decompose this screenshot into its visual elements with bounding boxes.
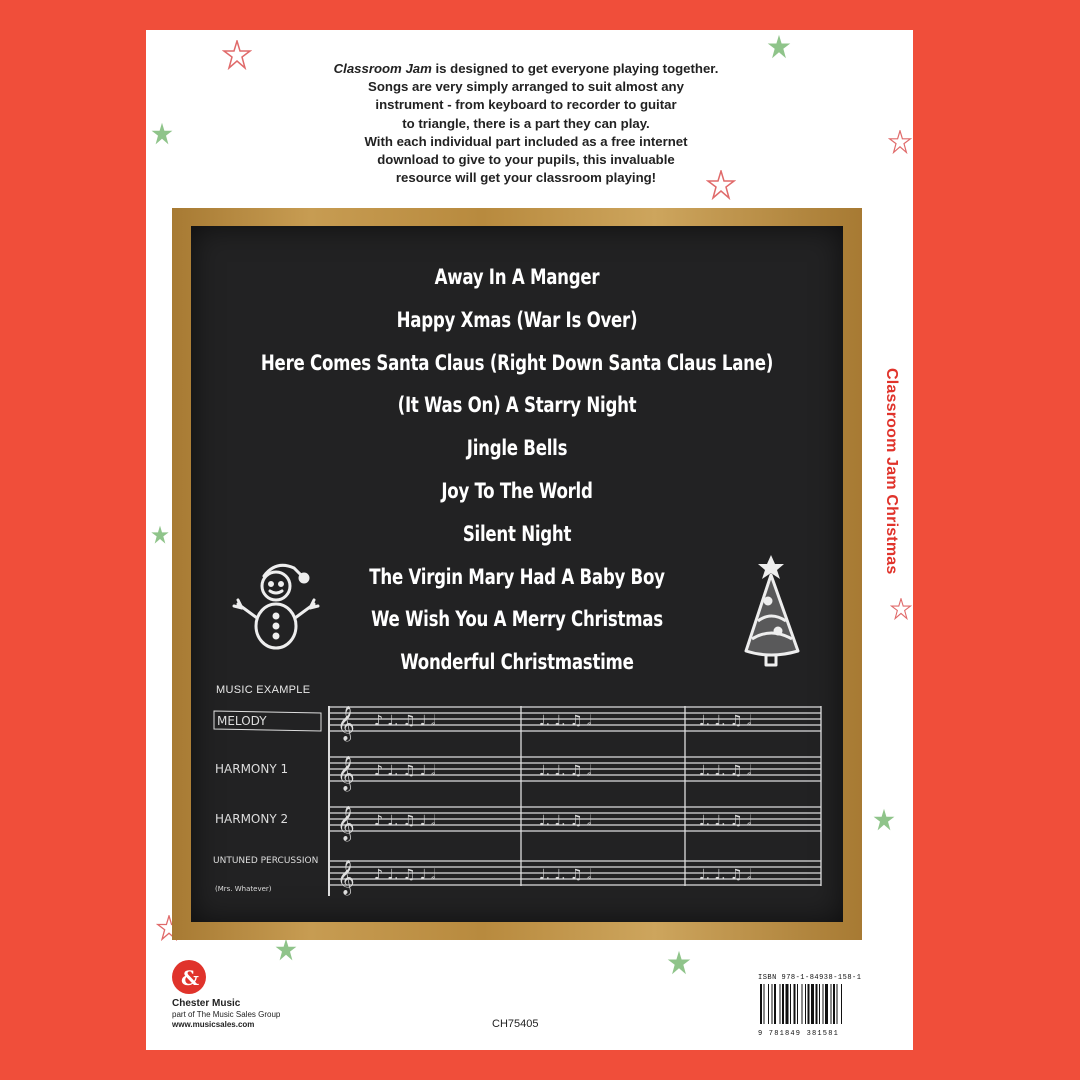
song-title: (It Was On) A Starry Night [397, 393, 637, 418]
back-cover [146, 30, 913, 1050]
song-title: The Virgin Mary Had A Baby Boy [369, 564, 665, 589]
publisher-name: Chester Music [172, 998, 241, 1009]
intro-line-1: is designed to get everyone playing together. [431, 61, 719, 76]
svg-text:♪ ♩. ♫ ♩ 𝅗𝅥: ♪ ♩. ♫ ♩ 𝅗𝅥 [374, 713, 436, 729]
part-label: MELODY [217, 714, 267, 728]
svg-text:♪ ♩. ♫ ♩ 𝅗𝅥: ♪ ♩. ♫ ♩ 𝅗𝅥 [374, 763, 436, 779]
isbn-text: ISBN 978-1-84938-158-1 [758, 974, 862, 982]
staff-harmony-2 [215, 806, 821, 842]
intro-line-2: Songs are very simply arranged to suit almost any [368, 79, 684, 95]
svg-text:♩. ♩. ♫ 𝅗𝅥: ♩. ♩. ♫ 𝅗𝅥 [539, 867, 592, 883]
barcode-block [758, 974, 900, 1038]
star-decoration-icon [890, 598, 912, 620]
catalog-number: CH75405 [492, 1018, 539, 1030]
song-title: Joy To The World [441, 478, 593, 503]
publisher-url: www.musicsales.com [172, 1020, 255, 1029]
intro-paragraph [186, 60, 866, 187]
song-title: Wonderful Christmastime [400, 650, 634, 675]
svg-text:♪ ♩. ♫ ♩ 𝅗𝅥: ♪ ♩. ♫ ♩ 𝅗𝅥 [374, 813, 436, 829]
part-label: HARMONY 1 [215, 762, 289, 776]
chalkboard-frame [172, 208, 862, 940]
part-label: HARMONY 2 [215, 812, 289, 826]
publisher-block [172, 960, 280, 1030]
music-example-label: MUSIC EXAMPLE [216, 684, 311, 696]
barcode-icon [758, 984, 900, 1029]
song-title: Away In A Manger [434, 265, 600, 289]
staff-melody [214, 706, 821, 742]
svg-text:♩. ♩. ♫ 𝅗𝅥: ♩. ♩. ♫ 𝅗𝅥 [699, 713, 752, 729]
intro-brand: Classroom Jam [333, 61, 432, 76]
part-label: UNTUNED PERCUSSION [213, 856, 319, 866]
svg-text:♩. ♩. ♫ 𝅗𝅥: ♩. ♩. ♫ 𝅗𝅥 [539, 813, 592, 829]
svg-text:♩. ♩. ♫ 𝅗𝅥: ♩. ♩. ♫ 𝅗𝅥 [699, 813, 752, 829]
svg-text:♩. ♩. ♫ 𝅗𝅥: ♩. ♩. ♫ 𝅗𝅥 [699, 763, 752, 779]
song-title: Here Comes Santa Claus (Right Down Santa Claus Lane) [260, 350, 774, 375]
christmas-tree-icon [736, 551, 806, 675]
staff-harmony-1 [215, 756, 821, 792]
intro-line-3: instrument - from keyboard to recorder to guitar [375, 97, 677, 113]
intro-line-6: download to give to your pupils, this invaluable [377, 152, 675, 168]
star-decoration-icon [274, 938, 298, 962]
publisher-group: part of The Music Sales Group [172, 1010, 281, 1019]
song-title: Jingle Bells [466, 436, 568, 461]
star-decoration-icon [666, 950, 692, 976]
svg-text:♩. ♩. ♫ 𝅗𝅥: ♩. ♩. ♫ 𝅗𝅥 [539, 763, 592, 779]
star-decoration-icon [150, 525, 170, 545]
star-decoration-icon [888, 130, 912, 154]
chester-music-logo-icon [172, 960, 206, 994]
svg-text:𝄞: 𝄞 [337, 756, 355, 791]
staff-untuned-percussion [213, 856, 821, 896]
svg-text:𝄞: 𝄞 [337, 706, 355, 741]
svg-text:♩. ♩. ♫ 𝅗𝅥: ♩. ♩. ♫ 𝅗𝅥 [699, 867, 752, 883]
svg-text:𝄞: 𝄞 [337, 860, 355, 895]
star-decoration-icon [150, 122, 174, 146]
star-decoration-icon [872, 808, 896, 832]
song-title: Happy Xmas (War Is Over) [396, 307, 638, 332]
percussion-note: (Mrs. Whatever) [215, 885, 272, 893]
song-title: We Wish You A Merry Christmas [371, 607, 663, 632]
star-decoration-icon [766, 34, 792, 60]
intro-line-5: With each individual part included as a free internet [364, 133, 688, 149]
snowman-icon [226, 556, 326, 660]
chalkboard [191, 226, 843, 922]
song-title: Silent Night [462, 521, 572, 546]
side-title: Classroom Jam Christmas [883, 368, 900, 575]
barcode-digits: 9 781849 381581 [758, 1030, 840, 1038]
svg-text:&: & [181, 966, 200, 990]
svg-text:♪ ♩. ♫ ♩ 𝅗𝅥: ♪ ♩. ♫ ♩ 𝅗𝅥 [374, 867, 436, 883]
intro-line-7: resource will get your classroom playing! [395, 170, 657, 186]
svg-text:𝄞: 𝄞 [337, 806, 355, 841]
svg-text:♩. ♩. ♫ 𝅗𝅥: ♩. ♩. ♫ 𝅗𝅥 [539, 713, 592, 729]
music-example-staves [209, 701, 829, 905]
intro-line-4: to triangle, there is a part they can play. [402, 115, 650, 131]
